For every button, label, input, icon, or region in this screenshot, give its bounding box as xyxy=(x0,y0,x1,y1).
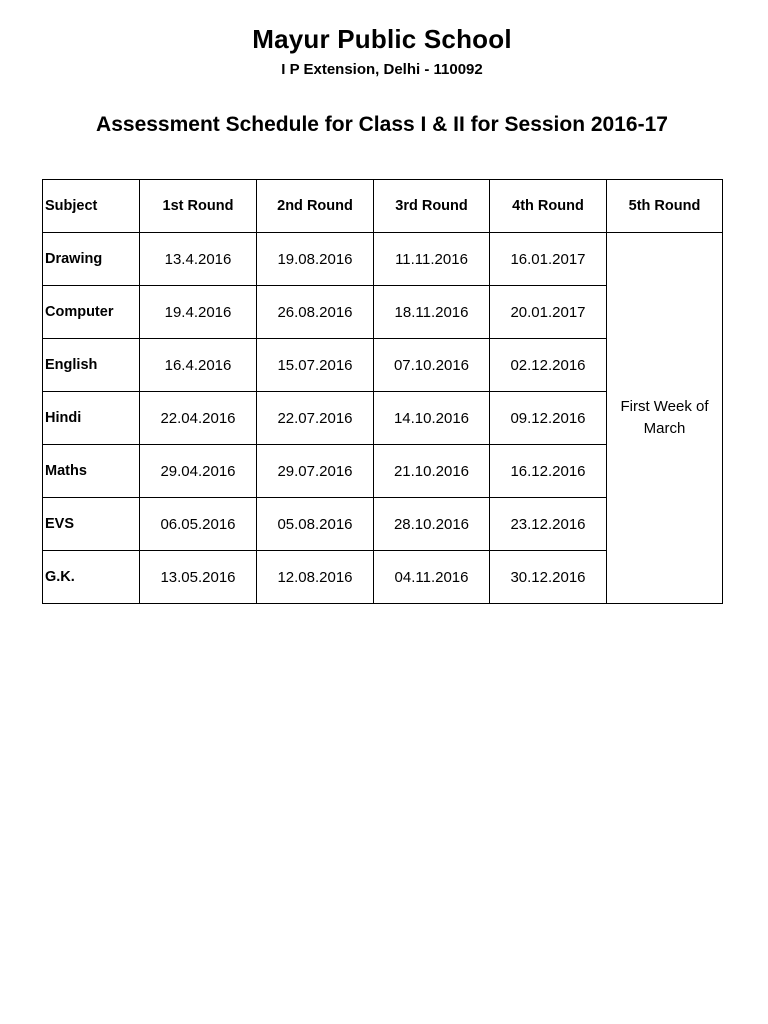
round-3-date: 28.10.2016 xyxy=(374,498,490,551)
column-header-round-3: 3rd Round xyxy=(374,180,490,233)
subject-cell: EVS xyxy=(43,498,140,551)
round-3-date: 18.11.2016 xyxy=(374,286,490,339)
round-4-date: 09.12.2016 xyxy=(490,392,607,445)
round-2-date: 19.08.2016 xyxy=(257,233,374,286)
column-header-round-1: 1st Round xyxy=(140,180,257,233)
subject-cell: English xyxy=(43,339,140,392)
subject-cell: Computer xyxy=(43,286,140,339)
subject-cell: Hindi xyxy=(43,392,140,445)
round-2-date: 29.07.2016 xyxy=(257,445,374,498)
round-1-date: 22.04.2016 xyxy=(140,392,257,445)
document-title: Assessment Schedule for Class I & II for Session 2016-17 xyxy=(96,113,668,136)
round-3-date: 04.11.2016 xyxy=(374,551,490,604)
table-row xyxy=(43,233,723,286)
round-2-date: 12.08.2016 xyxy=(257,551,374,604)
subject-cell: Drawing xyxy=(43,233,140,286)
assessment-schedule-table xyxy=(42,179,723,604)
school-name: Mayur Public School xyxy=(252,24,512,54)
column-header-round-2: 2nd Round xyxy=(257,180,374,233)
round-5-merged-cell: First Week of March xyxy=(607,233,723,604)
round-1-date: 29.04.2016 xyxy=(140,445,257,498)
round-4-date: 16.12.2016 xyxy=(490,445,607,498)
subject-cell: Maths xyxy=(43,445,140,498)
column-header-round-5: 5th Round xyxy=(607,180,723,233)
round-4-date: 23.12.2016 xyxy=(490,498,607,551)
table-header-row xyxy=(43,180,723,233)
round-4-date: 02.12.2016 xyxy=(490,339,607,392)
round-1-date: 16.4.2016 xyxy=(140,339,257,392)
round-1-date: 13.4.2016 xyxy=(140,233,257,286)
round-2-date: 05.08.2016 xyxy=(257,498,374,551)
round-1-date: 13.05.2016 xyxy=(140,551,257,604)
column-header-subject: Subject xyxy=(43,180,140,233)
round-4-date: 20.01.2017 xyxy=(490,286,607,339)
column-header-round-4: 4th Round xyxy=(490,180,607,233)
school-address: I P Extension, Delhi - 110092 xyxy=(281,61,483,78)
round-4-date: 16.01.2017 xyxy=(490,233,607,286)
round-3-date: 14.10.2016 xyxy=(374,392,490,445)
round-3-date: 07.10.2016 xyxy=(374,339,490,392)
round-1-date: 19.4.2016 xyxy=(140,286,257,339)
subject-cell: G.K. xyxy=(43,551,140,604)
round-3-date: 21.10.2016 xyxy=(374,445,490,498)
round-2-date: 26.08.2016 xyxy=(257,286,374,339)
round-2-date: 15.07.2016 xyxy=(257,339,374,392)
round-1-date: 06.05.2016 xyxy=(140,498,257,551)
round-2-date: 22.07.2016 xyxy=(257,392,374,445)
round-3-date: 11.11.2016 xyxy=(374,233,490,286)
round-4-date: 30.12.2016 xyxy=(490,551,607,604)
